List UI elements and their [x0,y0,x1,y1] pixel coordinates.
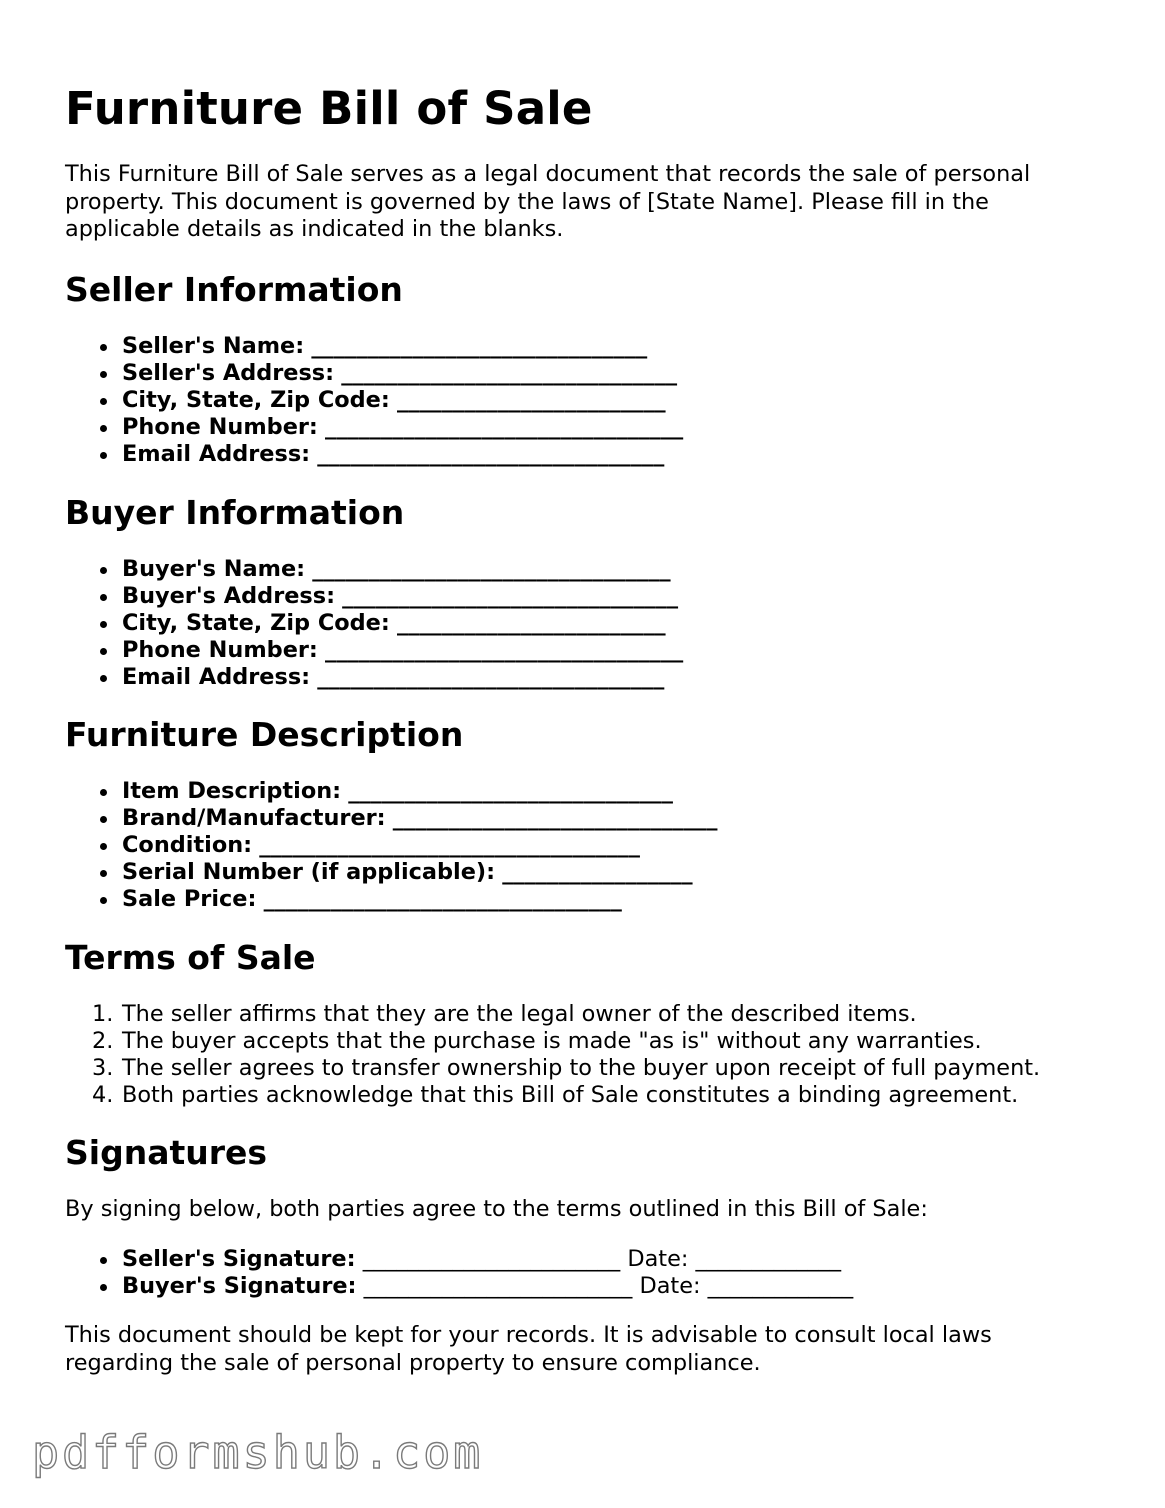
signatures-list [65,1246,1105,1300]
seller-name-field[interactable] [65,333,1105,360]
field-label: City, State, Zip Code: [122,386,390,413]
terms-section-heading: Terms of Sale [65,937,316,977]
field-blank[interactable]: ______________________________ [311,332,648,359]
date-blank[interactable]: _____________ [695,1245,842,1272]
buyer-address-field[interactable] [65,583,1105,610]
buyer-section-heading: Buyer Information [65,492,405,532]
field-label: Buyer's Address: [122,582,336,609]
terms-list [65,1001,1105,1110]
footer-note: This document should be kept for your records. It is advisable to consult local laws regarding the sale of personal property to ensure compliance. [65,1322,992,1376]
field-label: Phone Number: [122,637,318,664]
field-blank[interactable]: ________________________________ [312,555,671,582]
field-blank[interactable]: ________________________________ [325,414,684,441]
field-blank[interactable]: __________________________________ [259,831,640,858]
field-label: Phone Number: [122,414,318,441]
condition-field[interactable] [65,832,1105,859]
seller-phone-field[interactable] [65,414,1105,441]
field-label: Sale Price: [122,886,257,913]
intro-paragraph: This Furniture Bill of Sale serves as a legal document that records the sale of personal property. This document is governed by the laws of [State Name]. Please fill in the applicable details as indicated in the blanks. [65,161,1031,242]
term-number: 4. [92,1082,114,1109]
seller-signature-row[interactable] [65,1246,1105,1273]
date-blank[interactable]: _____________ [707,1273,854,1300]
signature-blank[interactable]: ________________________ [363,1273,633,1300]
date-label: Date: [639,1273,701,1300]
buyer-email-field[interactable] [65,664,1105,691]
furniture-section-heading: Furniture Description [65,714,464,754]
field-label: Serial Number (if applicable): [122,859,496,886]
page-title: Furniture Bill of Sale [65,82,593,135]
field-blank[interactable]: _________________ [502,859,693,886]
buyer-name-field[interactable] [65,556,1105,583]
term-item [65,1001,1105,1028]
field-blank[interactable]: _____________________________ [348,777,673,804]
buyer-city-field[interactable] [65,610,1105,637]
term-number: 1. [92,1000,114,1027]
field-label: Buyer's Name: [122,555,306,582]
field-label: Email Address: [122,441,311,468]
term-item [65,1028,1105,1055]
term-text: The seller affirms that they are the legal owner of the described items. [122,1000,917,1027]
field-blank[interactable]: ______________________________ [342,582,679,609]
seller-email-field[interactable] [65,441,1105,468]
field-label: Item Description: [122,777,342,804]
buyer-signature-row[interactable] [65,1273,1105,1300]
seller-city-field[interactable] [65,387,1105,414]
field-blank[interactable]: _______________________________ [317,441,665,468]
buyer-phone-field[interactable] [65,637,1105,664]
furniture-fields-list [65,778,1105,914]
field-blank[interactable]: ________________________________ [263,886,622,913]
field-blank[interactable]: ________________________________ [325,637,684,664]
signature-blank[interactable]: _______________________ [362,1245,621,1272]
document-page [65,78,1105,1377]
seller-address-field[interactable] [65,360,1105,387]
field-blank[interactable]: _____________________________ [392,804,718,831]
field-blank[interactable]: _______________________________ [317,664,665,691]
sale-price-field[interactable] [65,886,1105,913]
signature-label: Buyer's Signature: [122,1273,357,1300]
buyer-fields-list [65,556,1105,692]
seller-fields-list [65,333,1105,469]
term-item [65,1082,1105,1109]
field-label: Seller's Name: [122,332,305,359]
date-label: Date: [627,1245,689,1272]
signatures-intro: By signing below, both parties agree to the terms outlined in this Bill of Sale: [65,1196,928,1223]
term-text: The buyer accepts that the purchase is made "as is" without any warranties. [122,1027,982,1054]
item-description-field[interactable] [65,778,1105,805]
field-label: City, State, Zip Code: [122,609,390,636]
term-number: 2. [92,1027,114,1054]
watermark-text: pdfformshub.com [32,1426,484,1479]
signatures-section-heading: Signatures [65,1133,268,1173]
term-item [65,1055,1105,1082]
brand-field[interactable] [65,805,1105,832]
seller-section-heading: Seller Information [65,269,403,309]
field-blank[interactable]: ______________________________ [341,359,678,386]
field-blank[interactable]: ________________________ [396,386,666,413]
term-text: The seller agrees to transfer ownership to the buyer upon receipt of full payment. [122,1054,1041,1081]
serial-number-field[interactable] [65,859,1105,886]
term-number: 3. [92,1054,114,1081]
field-blank[interactable]: ________________________ [396,609,666,636]
field-label: Seller's Address: [122,359,335,386]
field-label: Email Address: [122,664,311,691]
signature-label: Seller's Signature: [122,1245,356,1272]
field-label: Brand/Manufacturer: [122,804,386,831]
field-label: Condition: [122,831,253,858]
term-text: Both parties acknowledge that this Bill of Sale constitutes a binding agreement. [122,1082,1019,1109]
